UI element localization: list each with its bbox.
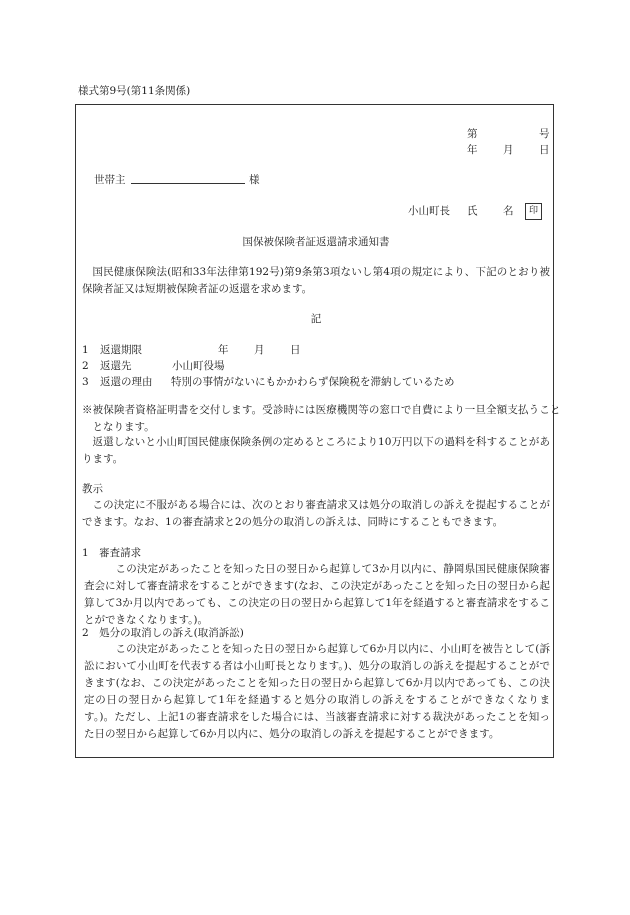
item-2-value: 小山町役場 bbox=[172, 360, 225, 372]
doc-number-dai: 第 bbox=[467, 128, 478, 140]
issuer-shi: 氏 bbox=[467, 205, 478, 217]
item-3-label: 返還の理由 bbox=[100, 376, 153, 388]
item-1-month: 月 bbox=[254, 344, 265, 356]
recipient-suffix: 様 bbox=[249, 174, 260, 186]
instruction-heading: 教示 bbox=[82, 483, 103, 495]
form-number: 様式第9号(第11条関係) bbox=[78, 85, 191, 97]
item-3-value: 特別の事情がないにもかかわらず保険税を滞納しているため bbox=[171, 376, 455, 388]
item-2-label: 返還先 bbox=[100, 360, 132, 372]
item-1-num: 1 bbox=[82, 344, 89, 356]
item-1-year: 年 bbox=[218, 344, 229, 356]
item-3-num: 3 bbox=[82, 376, 89, 388]
item-3-row bbox=[82, 374, 455, 391]
section-2-heading: 2 処分の取消しの訴え(取消訴訟) bbox=[82, 627, 244, 639]
date-month: 月 bbox=[503, 144, 514, 156]
recipient-label: 世帯主 bbox=[94, 174, 126, 186]
item-1-row bbox=[82, 342, 301, 359]
note-penalty: 返還しないと小山町国民健康保険条例の定めるところにより10万円以下の過料を科することがあります。 bbox=[82, 436, 550, 465]
section-1-text: この決定があったことを知った日の翌日から起算して3か月以内に、静岡県国民健康保険審査会に対して審査請求をすることができます(なお、この決定があったことを知った日の翌日から起算して3か月以内であっても、この決定の日の翌日から起算して1年を経過すると審査請求をすることができなくなります。)。 bbox=[84, 563, 550, 626]
issuer-mei: 名 bbox=[503, 205, 514, 217]
item-1-label: 返還期限 bbox=[100, 344, 142, 356]
item-2-num: 2 bbox=[82, 360, 89, 372]
doc-number-go: 号 bbox=[539, 128, 550, 140]
issuer-title: 小山町長 bbox=[408, 205, 450, 217]
date-year: 年 bbox=[467, 144, 478, 156]
instruction-intro: この決定に不服がある場合には、次のとおり審査請求又は処分の取消しの訴えを提起することができます。なお、1の審査請求と2の処分の取消しの訴えは、同時にすることもできます。 bbox=[82, 499, 550, 528]
note-certificate: ※被保険者資格証明書を交付します。受診時には医療機関等の窓口で自費により一旦全額支払うこととなります。 bbox=[82, 404, 561, 433]
item-1-day: 日 bbox=[290, 344, 301, 356]
item-2-row bbox=[82, 358, 225, 375]
date-day: 日 bbox=[539, 144, 550, 156]
recipient-underline bbox=[131, 183, 245, 184]
section-2-text: この決定があったことを知った日の翌日から起算して6か月以内に、小山町を被告として(訴訟において小山町を代表する者は小山町長となります。)、処分の取消しの訴えを提起することができます(なお、この決定があったことを知った日の翌日から起算して6か月以内であっても、この決定の日の翌日から起算して1年を経過すると処分の取消しの訴えをすることができなくなります。)。ただし、上記1の審査請求をした場合には、当該審査請求に対する裁決があったことを知った日の翌日から起算して6か月以内に、処分の取消しの訴えを提起することができます。 bbox=[84, 643, 550, 740]
document-title: 国保被保険者証返還請求通知書 bbox=[242, 236, 390, 248]
section-1-heading: 1 審査請求 bbox=[82, 547, 142, 559]
seal-stamp-box: 印 bbox=[525, 203, 542, 220]
ki-heading: 記 bbox=[310, 313, 322, 325]
body-paragraph: 国民健康保険法(昭和33年法律第192号)第9条第3項ないし第4項の規定により、下記のとおり被保険者証又は短期被保険者証の返還を求めます。 bbox=[82, 266, 550, 295]
